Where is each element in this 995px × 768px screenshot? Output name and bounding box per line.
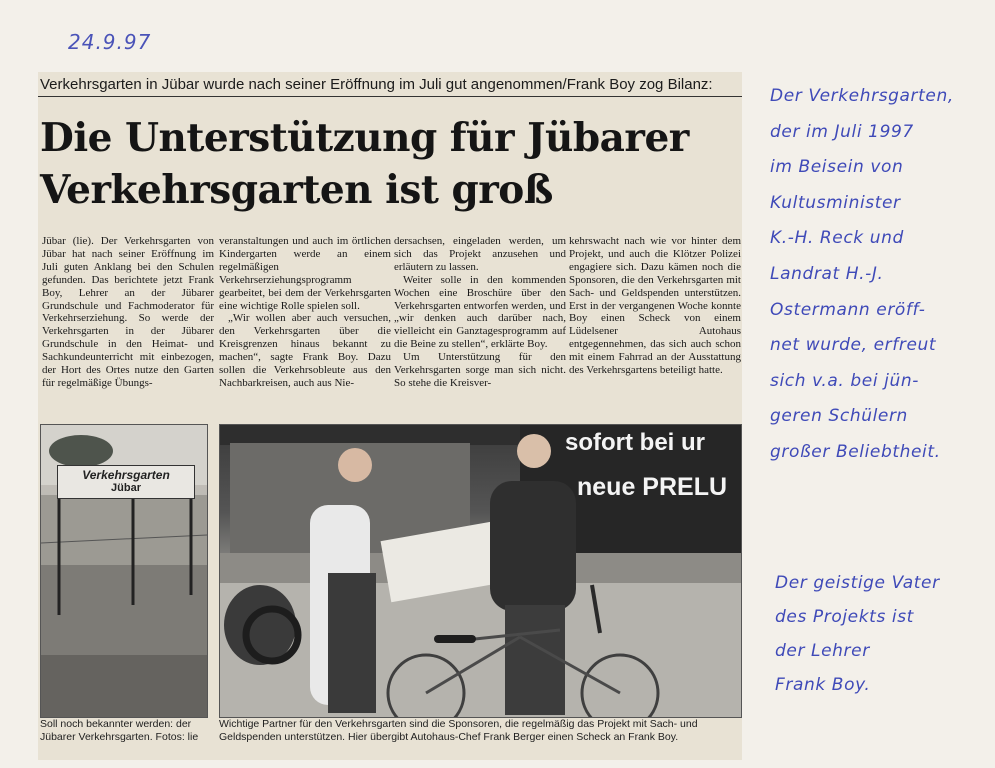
caption-line: Jübarer Verkehrsgarten. Fotos: lie: [40, 731, 199, 743]
article-column-2: [219, 235, 391, 413]
article-column-3: [394, 235, 566, 413]
paragraph: Um Unterstützung für den Verkehrsgarten sorge man sich nicht. So stehe die Kreisver-: [394, 351, 566, 389]
note-line: Landrat H.-J.: [770, 263, 884, 284]
photo-traffic-garden: [40, 424, 208, 718]
note-line: K.-H. Reck und: [770, 228, 904, 249]
paragraph: Jübar (lie). Der Verkehrsgarten von Jübar hat nach seiner Eröffnung im Juli guten Anklang bei den Schulen gefunden. Das berichtete jetzt Frank Boy, Lehrer an der Jübarer Grundschule und Fachmoderator für Verkehrserziehung. So werde der Verkehrsgarten in der Jübarer Grundschule in den Heimat- und Sachkundeunterricht mit einbezogen, der Hort des Ortes nutze den Garten für regelmäßige Übungs-: [42, 235, 214, 389]
handwritten-note-opening: [770, 79, 954, 471]
paragraph: Weiter solle in den kommenden Wochen eine Broschüre über den Verkehrsgarten entworfen werden, und „wir denken auch darüber nach, vielleicht ein Ganztagesprogramm auf die Beine zu stellen“, erklärte Boy.: [394, 273, 566, 351]
note-line: Frank Boy.: [775, 675, 871, 695]
paragraph: kehrswacht nach wie vor hinter dem Projekt, und auch die Klötzer Polizei engagiere sich. Dazu kämen noch die Sponsoren, die den Verkehrsgarten mit Sach- und Geldspenden unterstützen. Erst in der vergangenen Woche konnte Boy einen Scheck von einem Lüdelsener Autohaus entgegennehmen, das sich auch schon mit einem Fahrrad an der Ausstattung des Verkehrsgartens beteiligt hatte.: [569, 235, 741, 377]
note-line: des Projekts ist: [775, 607, 914, 627]
note-line: Kultusminister: [770, 192, 901, 213]
headline-line: Die Unterstützung für Jübarer: [40, 115, 689, 161]
caption-line: Geldspenden unterstützen. Hier übergibt Autohaus-Chef Frank Berger einen Scheck an Frank Boy.: [219, 731, 679, 743]
article-kicker: Verkehrsgarten in Jübar wurde nach seiner Eröffnung im Juli gut angenommen/Frank Boy zog Bilanz:: [38, 74, 742, 97]
note-line: der Lehrer: [775, 641, 870, 661]
note-line: net wurde, erfreut: [770, 335, 937, 356]
article-headline: [40, 112, 740, 216]
shop-window-text: sofort bei ur: [565, 429, 706, 456]
article-column-4: [569, 235, 741, 413]
sign-line-2: Jübar: [111, 482, 141, 494]
photo-scene: [220, 425, 741, 717]
note-line: großer Beliebtheit.: [770, 441, 941, 462]
shop-window-text: neue PRELU: [577, 473, 728, 501]
note-line: geren Schülern: [770, 406, 908, 427]
note-line: der im Juli 1997: [770, 121, 914, 142]
caption-line: Soll noch bekannter werden: der: [40, 718, 192, 730]
note-line: sich v.a. bei jün-: [770, 370, 919, 391]
note-line: Ostermann eröff-: [770, 299, 926, 320]
handwritten-date: 24.9.97: [68, 30, 152, 54]
traffic-garden-sign: [57, 465, 195, 499]
photo-caption-right: [219, 718, 742, 744]
photo-caption-left: [40, 718, 208, 744]
paragraph: „Wir wollen aber auch versuchen, den Verkehrsgarten über die Kreisgrenzen hinaus bekannt zu machen“, sagte Frank Boy. Dazu sollen die Verkehrsobleute aus den Nachbarkreisen, auch aus Nie-: [219, 312, 391, 389]
headline-line: Verkehrsgarten ist groß: [40, 167, 553, 213]
paragraph: dersachsen, eingeladen werden, um sich das Projekt anzusehen und erläutern zu lassen.: [394, 235, 566, 273]
paragraph: veranstaltungen und auch im örtlichen Kindergarten werde an einem regelmäßigen Verkehrserziehungsprogramm gearbeitet, bei dem der Verkehrsgarten eine wichtige Rolle spielen soll.: [219, 235, 391, 312]
note-line: Der geistige Vater: [775, 573, 940, 593]
caption-line: Wichtige Partner für den Verkehrsgarten sind die Sponsoren, die regelmäßig das Projekt mit Sach- und: [219, 718, 698, 730]
sign-line-1: Verkehrsgarten: [82, 468, 170, 482]
photo-cheque-handover: [219, 424, 742, 718]
article-column-1: [42, 235, 214, 413]
note-line: im Beisein von: [770, 157, 904, 178]
handwritten-note-founder: [775, 566, 940, 702]
note-line: Der Verkehrsgarten,: [770, 86, 954, 106]
